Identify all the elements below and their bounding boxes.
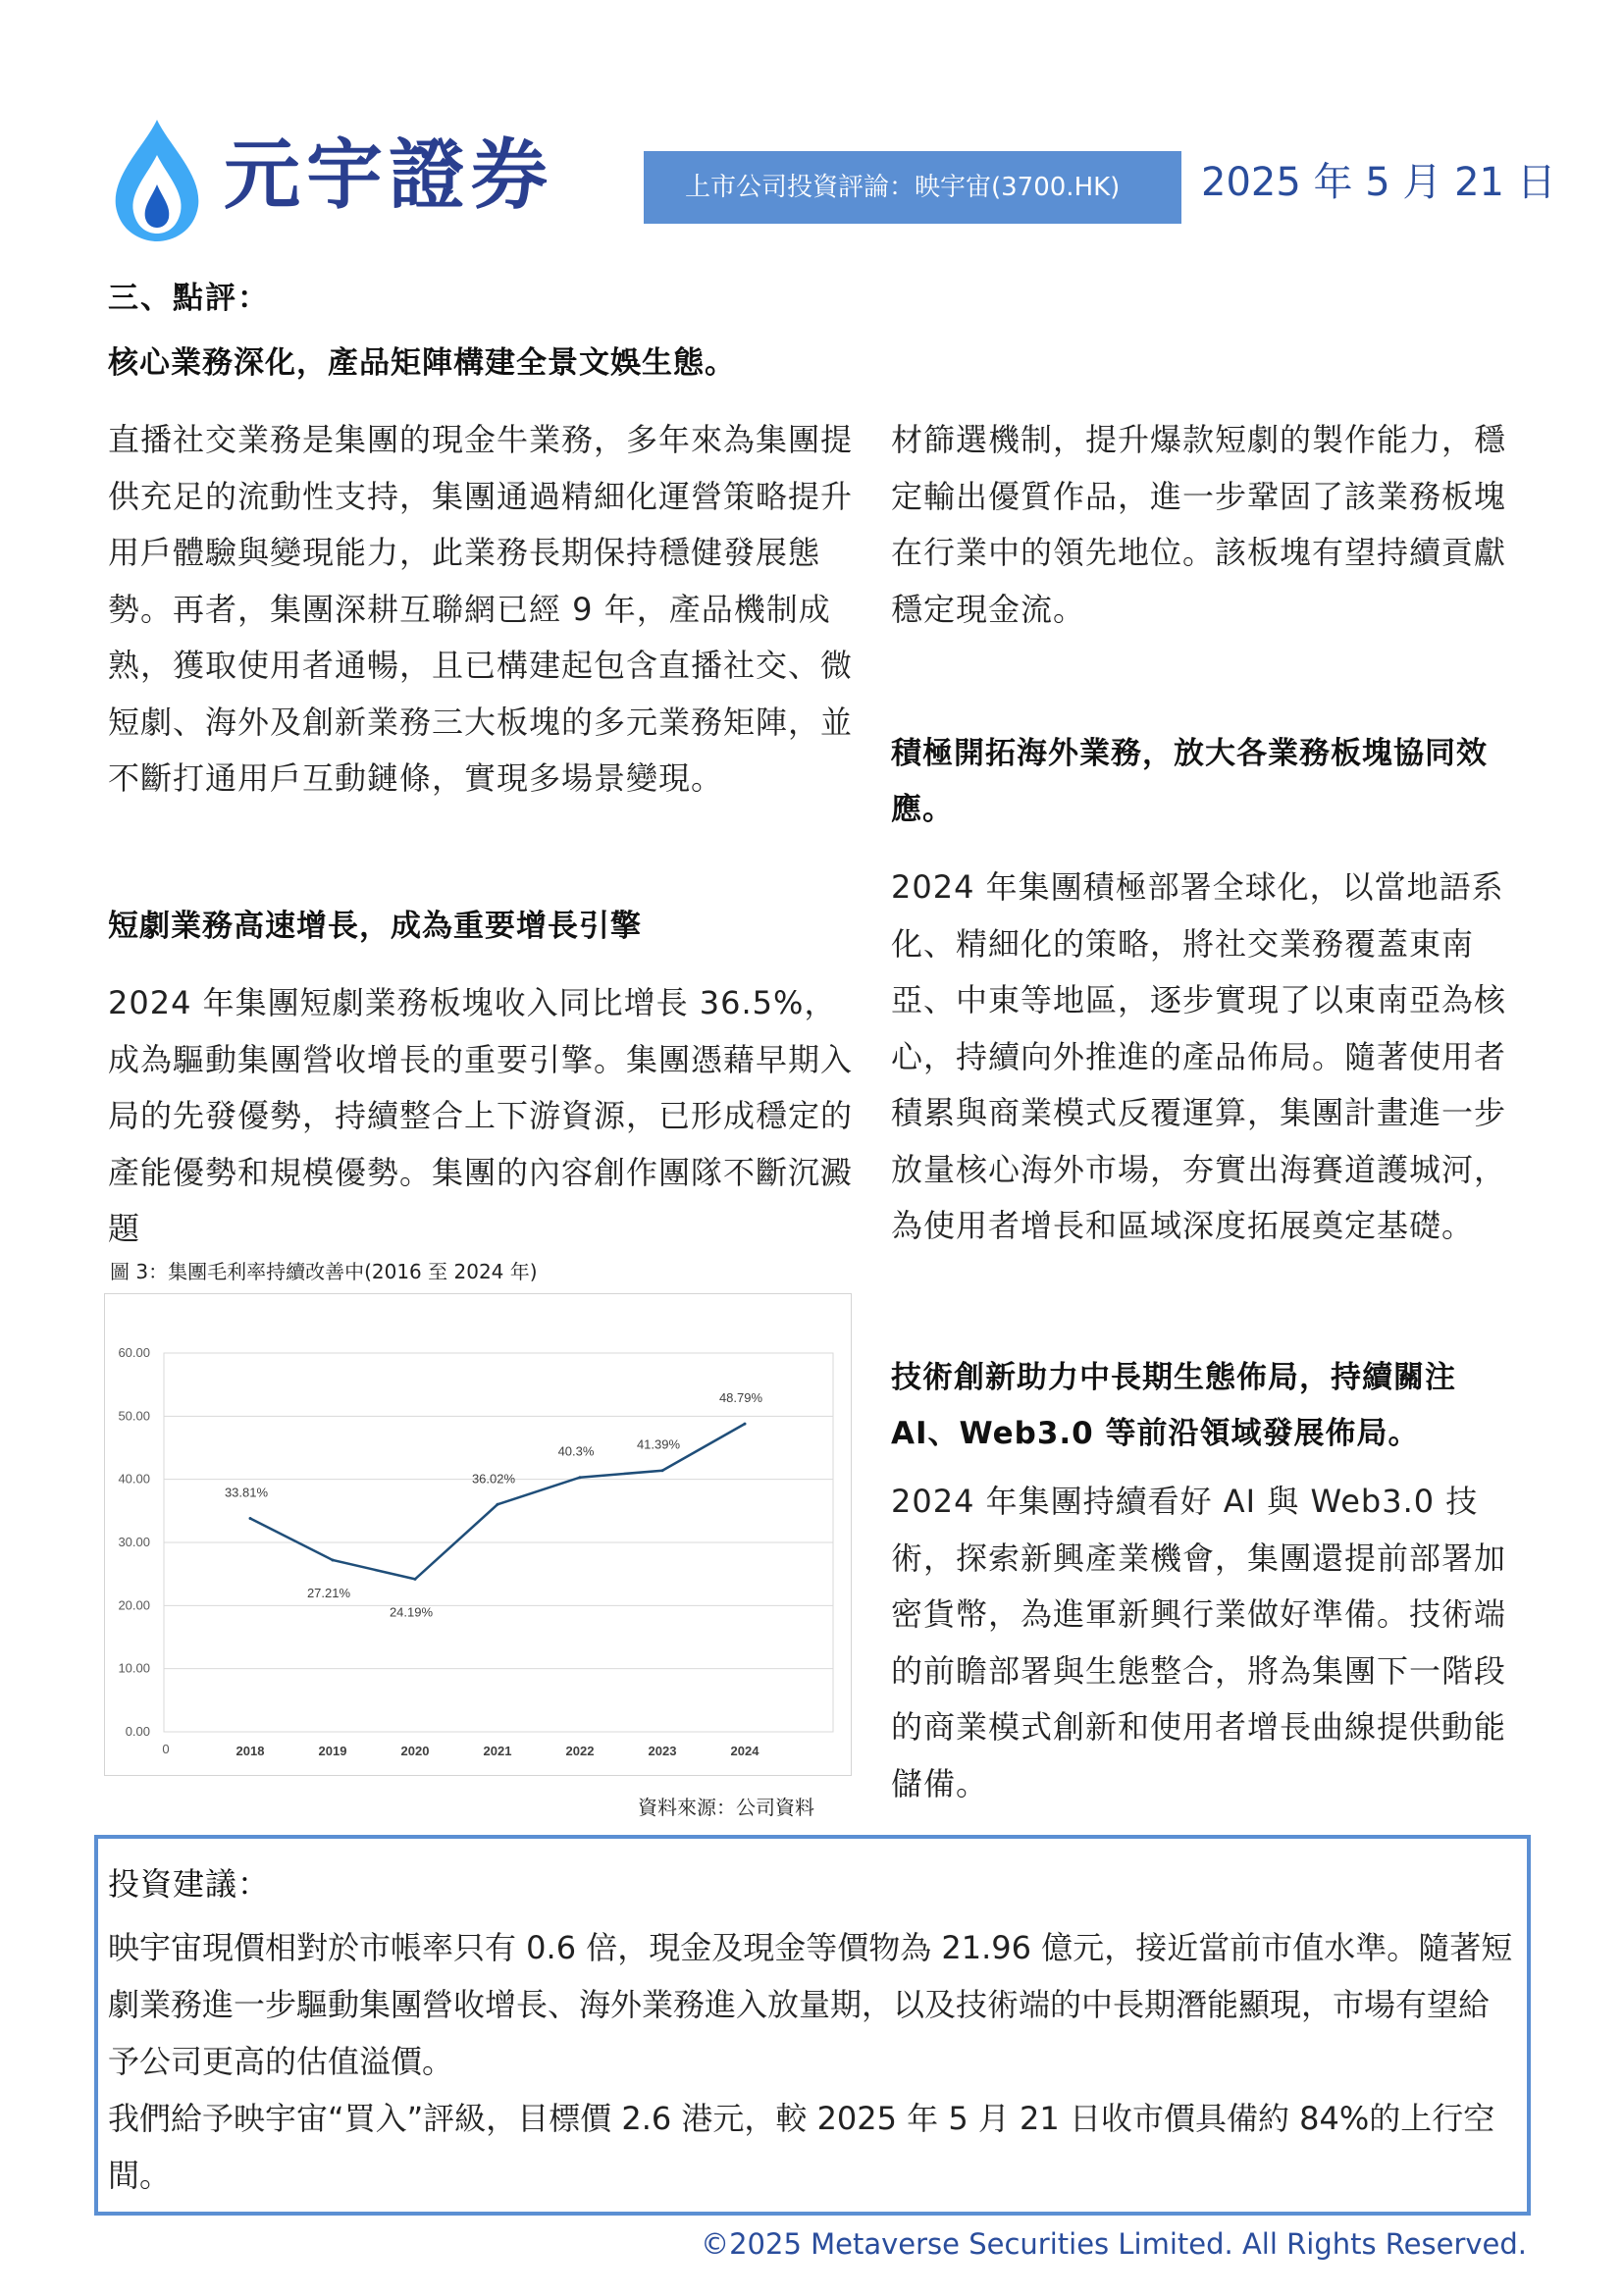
chart-canvas xyxy=(105,1294,853,1777)
data-label-2018: 33.81% xyxy=(224,1485,269,1500)
paragraph-short-drama-cont: 材篩選機制，提升爆款短劇的製作能力，穩定輸出優質作品，進一步鞏固了該業務板塊在行業中的領先地位。該板塊有望持續貢獻穩定現金流。 xyxy=(891,421,1507,628)
data-label-2021: 36.02% xyxy=(471,1471,516,1487)
copyright-notice: ©2025 Metaverse Securities Limited. All Rights Reserved. xyxy=(701,2227,1527,2261)
data-label-2020: 24.19% xyxy=(389,1604,434,1620)
data-point-2019 xyxy=(332,1558,335,1561)
paragraph-short-drama: 2024 年集團短劇業務板塊收入同比增長 36.5%，成為驅動集團營收增長的重要引擎。集團憑藉早期入局的先發優勢，持續整合上下游資源，已形成穩定的產能優勢和規模優勢。集團的內容創作團隊不斷沉澱題 xyxy=(108,984,854,1247)
x-tick-label-2021: 2021 xyxy=(483,1744,512,1758)
y-tick-label-6: 60.00 xyxy=(118,1345,150,1360)
figure-caption: 圖 3：集團毛利率持續改善中(2016 至 2024 年) xyxy=(110,1260,538,1283)
x-tick-label-2024: 2024 xyxy=(730,1744,759,1758)
data-label-2019: 27.21% xyxy=(306,1585,351,1600)
data-point-2023 xyxy=(661,1469,664,1472)
heading-core-business: 核心業務深化，產品矩陣構建全景文娛生態。 xyxy=(108,345,736,381)
heading-overseas: 積極開拓海外業務，放大各業務板塊協同效應。 xyxy=(891,736,1488,827)
y-tick-label-5: 50.00 xyxy=(118,1408,150,1424)
y-tick-label-2: 20.00 xyxy=(118,1597,150,1613)
heading-tech-innovation: 技術創新助力中長期生態佈局，持續關注 AI、Web3.0 等前沿領域發展佈局。 xyxy=(891,1360,1456,1451)
data-label-2022: 40.3% xyxy=(557,1443,595,1459)
x-tick-label-2019: 2019 xyxy=(318,1744,347,1758)
data-point-2024 xyxy=(744,1423,747,1426)
y-tick-label-0: 0.00 xyxy=(125,1724,150,1739)
x-tick-label-2020: 2020 xyxy=(400,1744,430,1758)
report-label: 上市公司投資評論：映宇宙(3700.HK) xyxy=(644,151,1181,224)
data-label-2023: 41.39% xyxy=(636,1436,681,1452)
recommendation-paragraph-2: 我們給予映宇宙“買入”評級，目標價 2.6 港元，較 2025 年 5 月 21 日收市價具備約 84%的上行空間。 xyxy=(108,2100,1495,2194)
data-point-2021 xyxy=(497,1503,499,1506)
paragraph-overseas: 2024 年集團積極部署全球化，以當地語系化、精細化的策略，將社交業務覆蓋東南亞、中東等地區，逐步實現了以東南亞為核心，持續向外推進的產品佈局。隨著使用者積累與商業模式反覆運算，集團計畫進一步放量核心海外市場，夯實出海賽道護城河，為使用者增長和區域深度拓展奠定基礎。 xyxy=(891,868,1507,1244)
x-tick-label-2018: 2018 xyxy=(236,1744,265,1758)
paragraph-core-business: 直播社交業務是集團的現金牛業務，多年來為集團提供充足的流動性支持，集團通過精細化運營策略提升用戶體驗與變現能力，此業務長期保持穩健發展態勢。再者，集團深耕互聯網已經 9 年，產品機制成熟，獲取使用者通暢，且已構建起包含直播社交、微短劇、海外及創新業務三大板塊的多元業務矩陣，並不斷打通用戶互動鏈條，實現多場景變現。 xyxy=(108,421,854,797)
recommendation-title: 投資建議： xyxy=(108,1865,271,1903)
section-title: 三、點評： xyxy=(108,281,270,316)
paragraph-tech-innovation: 2024 年集團持續看好 AI 與 Web3.0 技術，探索新興產業機會，集團還提前部署加密貨幣，為進軍新興行業做好準備。技術端的前瞻部署與生態整合，將為集團下一階段的商業模式創新和使用者增長曲線提供動能儲備。 xyxy=(891,1483,1507,1802)
gross-margin-chart xyxy=(104,1293,852,1776)
x-origin-label: 0 xyxy=(162,1742,170,1756)
y-tick-label-3: 30.00 xyxy=(118,1535,150,1549)
data-point-2018 xyxy=(249,1517,252,1520)
data-point-2020 xyxy=(414,1578,417,1581)
x-tick-label-2023: 2023 xyxy=(648,1744,677,1758)
heading-short-drama: 短劇業務高速增長，成為重要增長引擎 xyxy=(108,909,642,944)
recommendation-paragraph-1: 映宇宙現價相對於市帳率只有 0.6 倍，現金及現金等價物為 21.96 億元，接近當前市值水準。隨著短劇業務進一步驅動集團營收增長、海外業務進入放量期，以及技術端的中長期潛能顯現，市場有望給予公司更高的估值溢價。 xyxy=(108,1929,1513,2080)
y-tick-label-4: 40.00 xyxy=(118,1471,150,1487)
y-tick-label-1: 10.00 xyxy=(118,1660,150,1676)
x-tick-label-2022: 2022 xyxy=(565,1744,595,1758)
data-label-2024: 48.79% xyxy=(718,1390,763,1406)
data-point-2022 xyxy=(579,1476,582,1479)
flame-drop-logo-icon xyxy=(108,116,206,243)
brand-name: 元宇證券 xyxy=(224,131,554,220)
figure-source: 資料來源：公司資料 xyxy=(638,1796,814,1819)
report-date: 2025 年 5 月 21 日 xyxy=(1201,160,1556,205)
